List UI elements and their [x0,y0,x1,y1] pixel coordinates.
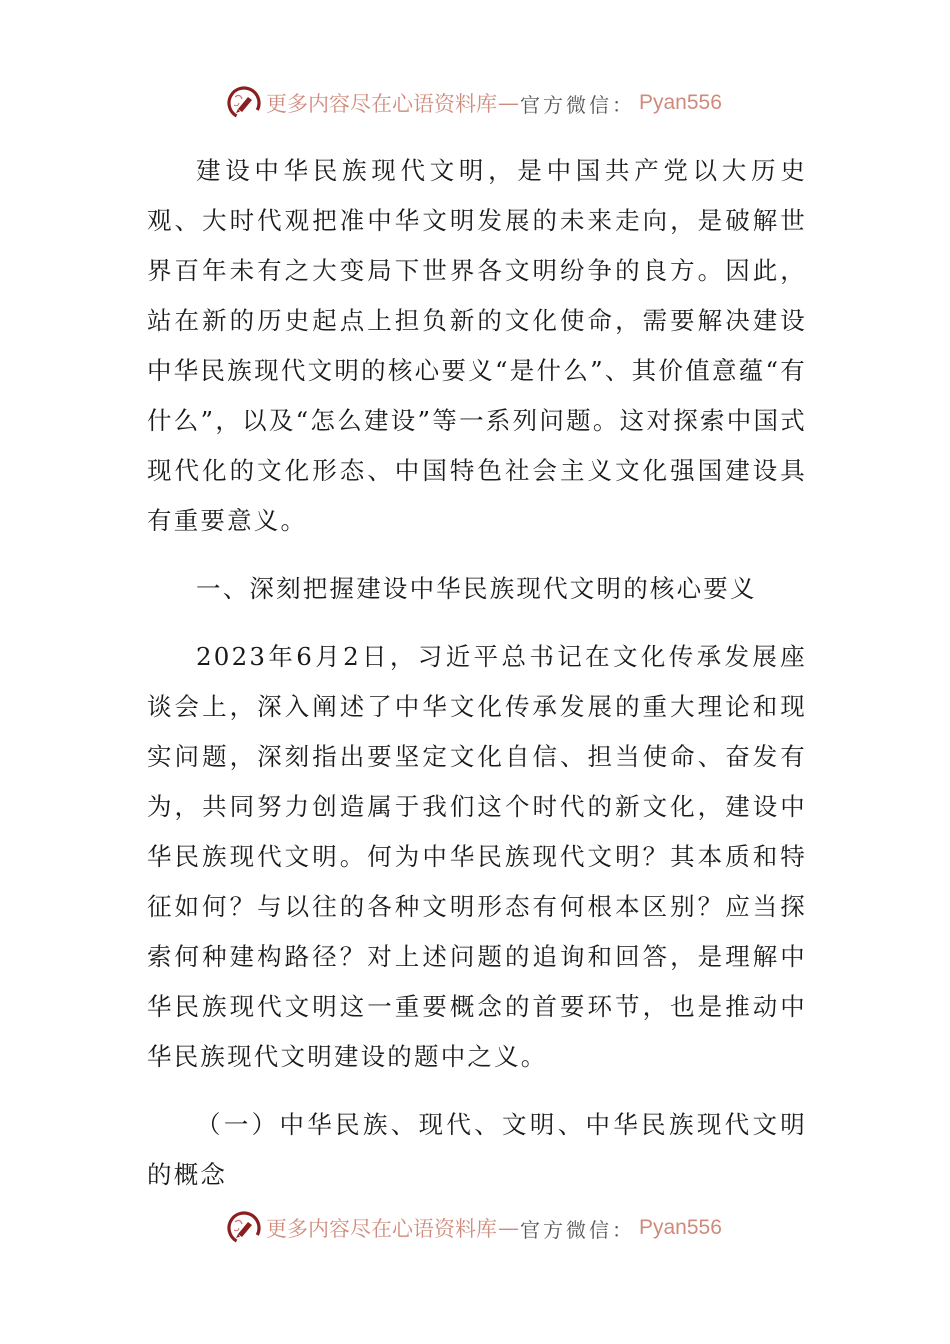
footer-watermark-banner [226,1208,722,1248]
banner-dash: — [498,91,519,115]
intro-paragraph: 建设中华民族现代文明，是中国共产党以大历史观、大时代观把准中华文明发展的未来走向，是破解世界百年未有之大变局下世界各文明纷争的良方。因此，站在新的历史起点上担负新的文化使命，需要解决建设中华民族现代文明的核心要义“是什么”、其价值意蕴“有什么”，以及“怎么建设”等一系列问题。这对探索中国式现代化的文化形态、中国特色社会主义文化强国建设具有重要意义。 [147,156,807,535]
banner-wechat-id: Pyan556 [639,1216,722,1239]
banner-main-text: 更多内容尽在心语资料库 [266,1217,497,1241]
header-watermark-banner [226,83,722,123]
spacer [147,1082,807,1100]
banner-wechat-label: 官方微信： [520,1217,635,1242]
banner-wechat-label: 官方微信： [520,92,635,117]
banner-dash: — [498,1216,519,1240]
subsection-heading: （一）中华民族、现代、文明、中华民族现代文明的概念 [147,1110,807,1189]
body-paragraph: 2023年6月2日，习近平总书记在文化传承发展座谈会上，深入阐述了中华文化传承发展的重大理论和现实问题，深刻指出要坚定文化自信、担当使命、奋发有为，共同努力创造属于我们这个时代的新文化，建设中华民族现代文明。何为中华民族现代文明？其本质和特征如何？与以往的各种文明形态有何根本区别？应当探索何种建构路径？对上述问题的追询和回答，是理解中华民族现代文明这一重要概念的首要环节，也是推动中华民族现代文明建设的题中之义。 [147,642,807,1071]
banner-wechat-id: Pyan556 [639,91,722,114]
document-body [147,146,807,1200]
pen-nib-logo-icon [226,85,262,121]
spacer [147,614,807,632]
spacer [147,546,807,564]
pen-nib-logo-icon [226,1210,262,1246]
section-heading: 一、深刻把握建设中华民族现代文明的核心要义 [196,574,757,603]
banner-main-text: 更多内容尽在心语资料库 [266,92,497,116]
